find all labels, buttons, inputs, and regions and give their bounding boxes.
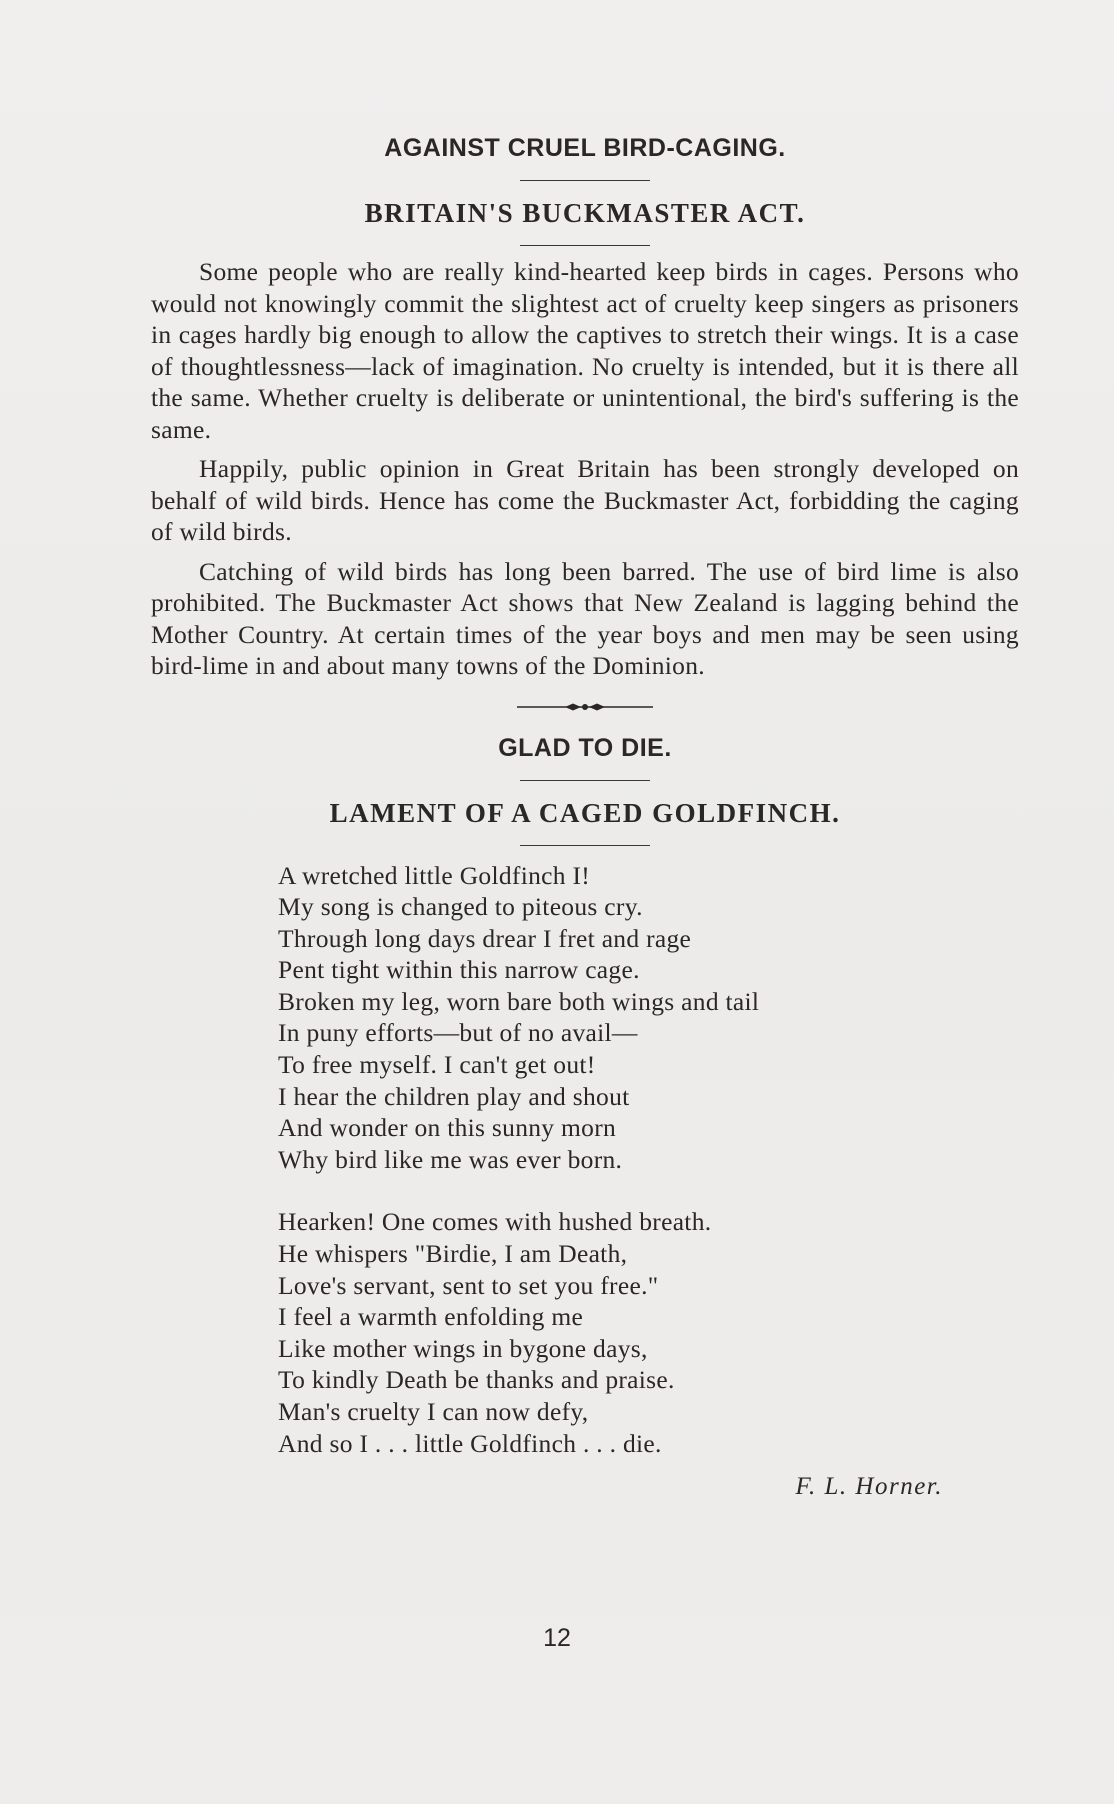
poem-line: A wretched little Goldfinch I! — [278, 860, 591, 890]
poem — [278, 860, 1019, 1460]
poem-line: Love's servant, sent to set you free." — [278, 1270, 659, 1300]
poem-line: Hearken! One comes with hushed breath. — [278, 1207, 712, 1237]
page-number: 12 — [543, 1624, 571, 1652]
page-content — [151, 128, 1019, 1501]
poem-line: My song is changed to piteous cry. — [278, 892, 643, 922]
poem-author: F. L. Horner. — [795, 1473, 943, 1501]
poem-line: Why bird like me was ever born. — [278, 1144, 623, 1174]
poem-title-rule — [520, 780, 650, 781]
stanza — [278, 860, 1019, 1176]
stanza — [278, 1206, 1019, 1459]
subtitle-rule — [520, 245, 650, 246]
poem-line: To kindly Death be thanks and praise. — [278, 1365, 675, 1395]
poem-title: GLAD TO DIE. — [498, 733, 672, 762]
title-rule — [520, 180, 650, 181]
poem-line: He whispers "Birdie, I am Death, — [278, 1239, 628, 1269]
article-subtitle: BRITAIN'S BUCKMASTER ACT. — [364, 198, 806, 228]
poem-line: I hear the children play and shout — [278, 1081, 630, 1111]
poem-line: I feel a warmth enfolding me — [278, 1302, 584, 1332]
ornament-divider — [515, 700, 655, 714]
poem-subtitle-rule — [520, 845, 650, 846]
poem-line: And wonder on this sunny morn — [278, 1113, 617, 1143]
poem-line: Through long days drear I fret and rage — [278, 923, 692, 953]
poem-subtitle: LAMENT OF A CAGED GOLDFINCH. — [329, 797, 841, 828]
poem-line: In puny efforts—but of no avail— — [278, 1018, 638, 1048]
article-title: AGAINST CRUEL BIRD-CAGING. — [384, 134, 786, 162]
poem-line: Like mother wings in bygone days, — [278, 1333, 648, 1363]
poem-line: Man's cruelty I can now defy, — [278, 1397, 589, 1426]
poem-line: And so I . . . little Goldfinch . . . die. — [278, 1428, 662, 1458]
stanza-gap — [278, 1175, 1019, 1206]
poem-line: Pent tight within this narrow cage. — [278, 955, 640, 985]
paragraph: Happily, public opinion in Great Britain has been strongly developed on behalf of wild birds. Hence has come the Buckmaster Act, forbidding the caging of wild birds. — [151, 454, 1019, 546]
paragraph: Catching of wild birds has long been barred. The use of bird lime is also prohibited. The Buckmaster Act shows that New Zealand is lagging behind the Mother Country. At certain times of the year boys and men may be seen using bird-lime in and about many towns of the Dominion. — [151, 556, 1019, 680]
paragraph: Some people who are really kind-hearted keep birds in cages. Persons who would not knowingly commit the slightest act of cruelty keep singers as prisoners in cages hardly big enough to allow the captives to stretch their wings. It is a case of thoughtlessness—lack of imagination. No cruelty is intended, but it is there all the same. Whether cruelty is deliberate or unintentional, the bird's suffering is the same. — [151, 257, 1019, 444]
poem-line: Broken my leg, worn bare both wings and tail — [278, 986, 760, 1016]
poem-line: To free myself. I can't get out! — [278, 1050, 596, 1080]
